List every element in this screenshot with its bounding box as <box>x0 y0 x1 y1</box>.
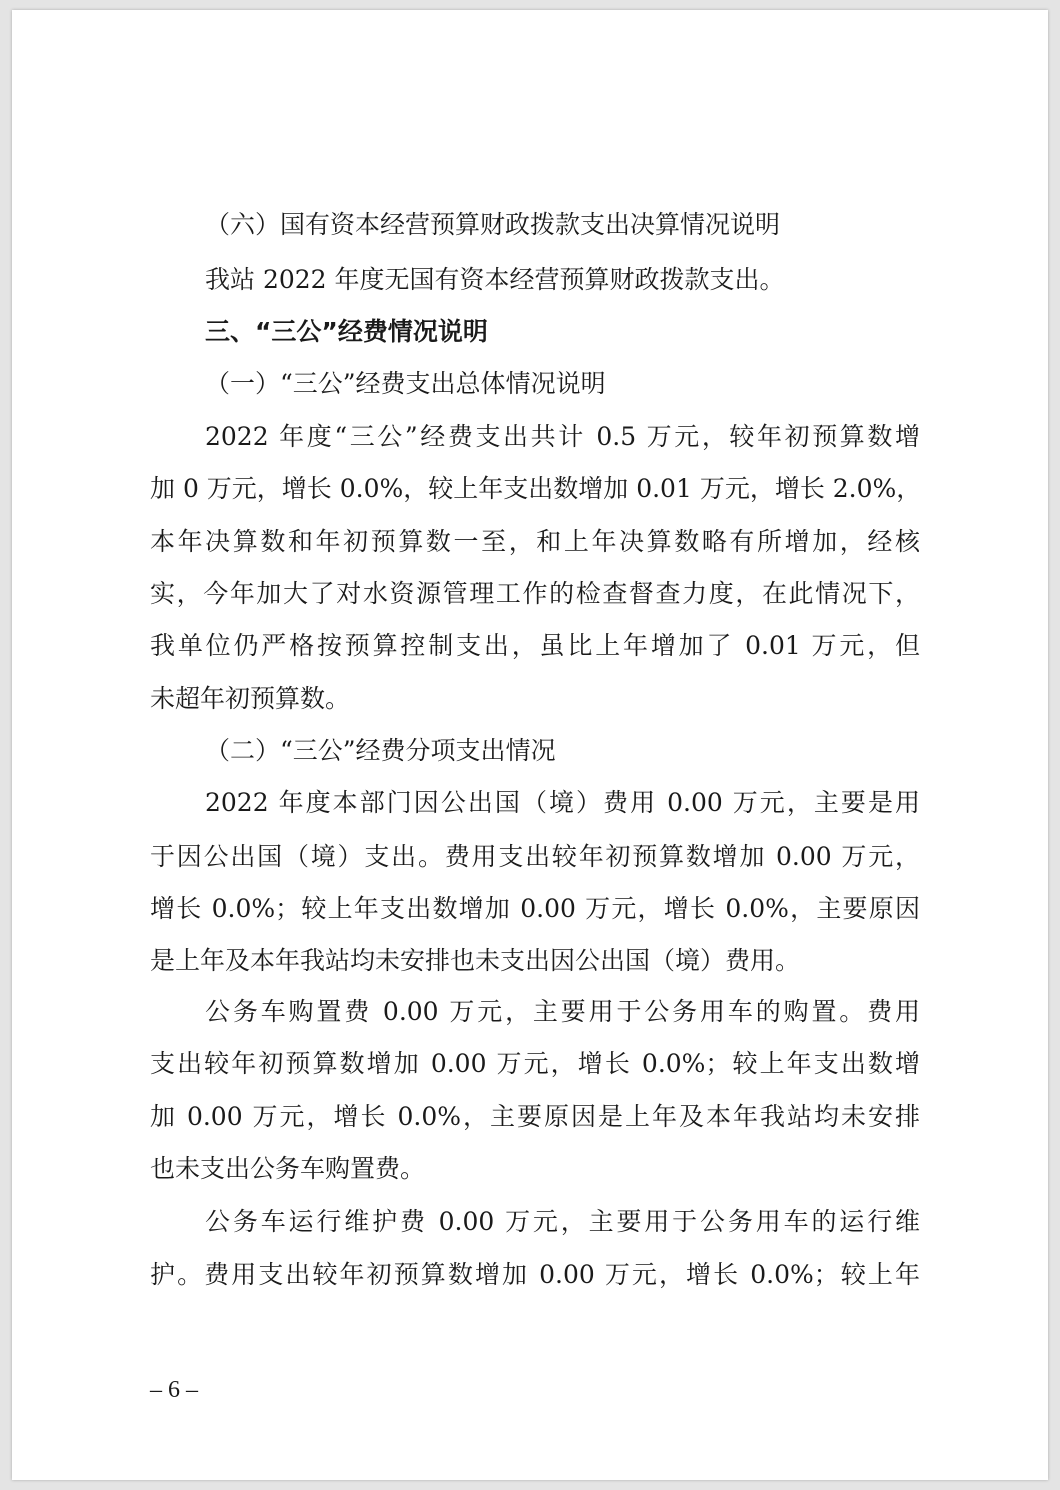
paragraph-line: 增长 0.0%；较上年支出数增加 0.00 万元，增长 0.0%，主要原因 <box>150 894 920 923</box>
paragraph-line: 未超年初预算数。 <box>150 684 351 713</box>
paragraph-line: 公务车购置费 0.00 万元，主要用于公务用车的购置。费用 <box>205 997 920 1026</box>
paragraph-line: 于因公出国（境）支出。费用支出较年初预算数增加 0.00 万元， <box>150 842 920 871</box>
section-6-body: 我站 2022 年度无国有资本经营预算财政拨款支出。 <box>205 265 785 294</box>
paragraph-line: 2022 年度本部门因公出国（境）费用 0.00 万元，主要是用 <box>205 788 920 817</box>
paragraph-line: 也未支出公务车购置费。 <box>150 1154 426 1183</box>
paragraph-line: 2022 年度“三公”经费支出共计 0.5 万元，较年初预算数增 <box>205 422 920 451</box>
paragraph-line: 护。费用支出较年初预算数增加 0.00 万元，增长 0.0%；较上年 <box>150 1260 920 1289</box>
paragraph-line: 加 0.00 万元，增长 0.0%，主要原因是上年及本年我站均未安排 <box>150 1102 920 1131</box>
paragraph-line: 本年决算数和年初预算数一至，和上年决算数略有所增加，经核 <box>150 527 920 556</box>
paragraph-line: 公务车运行维护费 0.00 万元，主要用于公务用车的运行维 <box>205 1207 920 1236</box>
subsection-1-heading: （一）“三公”经费支出总体情况说明 <box>205 369 606 398</box>
paragraph-line: 实，今年加大了对水资源管理工作的检查督查力度，在此情况下， <box>150 579 920 608</box>
paragraph-line: 我单位仍严格按预算控制支出，虽比上年增加了 0.01 万元，但 <box>150 631 920 660</box>
paragraph-line: 加 0 万元，增长 0.0%，较上年支出数增加 0.01 万元，增长 2.0%， <box>150 474 922 503</box>
paragraph-line: 是上年及本年我站均未安排也未支出因公出国（境）费用。 <box>150 946 801 975</box>
paragraph-line: 支出较年初预算数增加 0.00 万元，增长 0.0%；较上年支出数增 <box>150 1049 920 1078</box>
subsection-2-heading: （二）“三公”经费分项支出情况 <box>205 736 556 765</box>
section-6-heading: （六）国有资本经营预算财政拨款支出决算情况说明 <box>205 210 781 239</box>
page-number: – 6 – <box>150 1377 198 1403</box>
section-3-heading: 三、“三公”经费情况说明 <box>205 317 488 346</box>
